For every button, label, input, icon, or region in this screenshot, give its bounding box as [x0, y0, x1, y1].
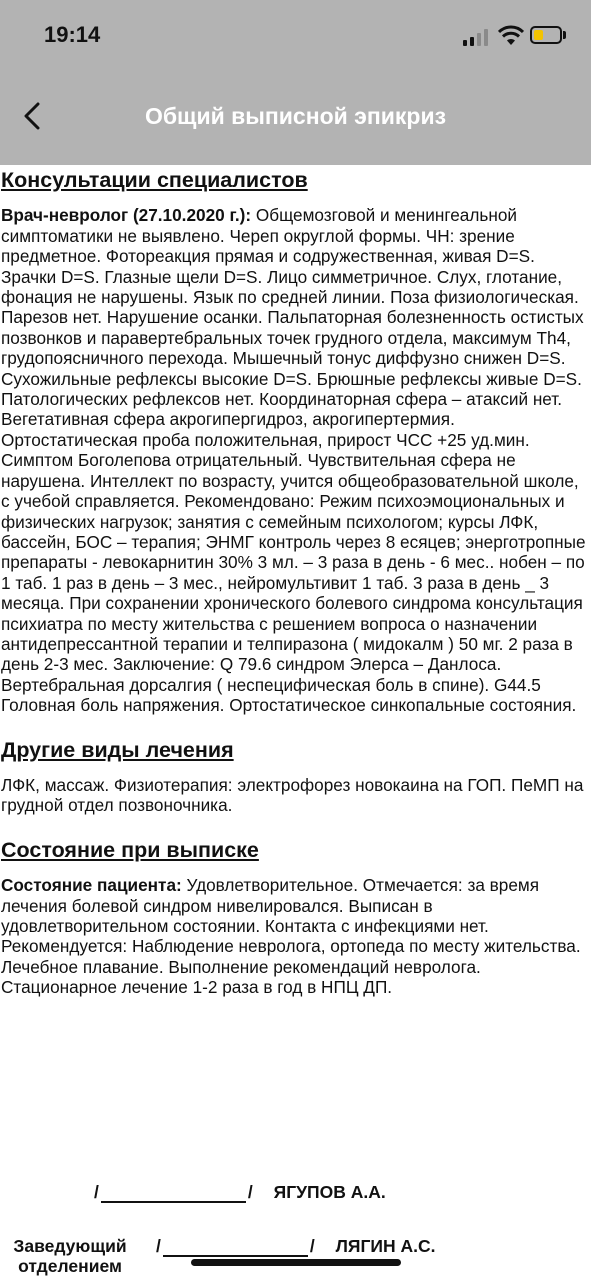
discharge-paragraph	[1, 875, 586, 997]
wifi-icon	[498, 25, 524, 47]
home-indicator[interactable]	[191, 1259, 401, 1266]
head-name: ЛЯГИН А.С.	[335, 1236, 436, 1256]
cellular-signal-icon	[463, 28, 491, 46]
doctor-signature-row: / / ЯГУПОВ А.А.	[94, 1182, 386, 1202]
section-title-other-treatment: Другие виды лечения	[1, 737, 234, 762]
document-body	[0, 168, 586, 998]
section-title-consultations: Консультации специалистов	[1, 168, 308, 192]
consultation-label: Врач-невролог (27.10.2020 г.):	[1, 205, 252, 226]
other-treatment-text: ЛФК, массаж. Физиотерапия: электрофорез новокаина на ГОП. ПеМП на грудной отдел позвоночника.	[1, 774, 584, 816]
head-signature-row: / / ЛЯГИН А.С.	[156, 1236, 436, 1256]
signature-line	[163, 1238, 308, 1257]
doctor-name: ЯГУПОВ А.А.	[273, 1182, 386, 1202]
section-title-discharge: Состояние при выписке	[1, 837, 259, 862]
consultation-text: Общемозговой и менингеальной симптоматики не выявлено. Череп округлой формы. ЧН: зрение предметное. Фотореакция прямая и содружественная, живая D=S. Зрачки D=S. Глазные щели D=S. Лицо симметричное. Слух, глотание, фонация не нарушены. Язык по средней линии. Поза физиологическая. Парезов нет. Нарушение осанки. Пальпаторная болезненность остистых позвонков и паравертебральных точек грудного отдела, максимум Th4, грудопоясничного перехода. Мышечный тонус диффузно снижен D=S. Сухожильные рефлексы высокие D=S. Брюшные рефлексы живые D=S. Патологических рефлексов нет. Координаторная сфера – атаксий нет. Вегетативная сфера акрогипергидроз, акрогипертермия. Ортостатическая проба положительная, прирост ЧСС +25 уд.мин. Симптом Боголепова отрицательный. Чувствительная сфера не нарушена. Интеллект по возрасту, учится общеобразовательной школе, с учебой справляется. Рекомендовано: Режим психоэмоциональных и физических нагрузок; занятия с семейным психологом; курсы ЛФК, бассейн, БОС – терапия; ЭНМГ контроль через 8 есяцев; энерготропные препараты - левокарнитин 30% 3 мл. – 3 раза в день - 6 мес.. нобен – по 1 таб. 1 раз в день – 3 мес., нейромультивит 1 таб. 3 раза в день _ 3 месяца. При сохранении хронического болевого синдрома консультация психиатра по месту жительства с решением вопроса о назначении антидепрессантной терапии и телпиразона ( мидокалм ) 50 мг. 2 раза в день 2-3 мес. Заключение: Q 79.6 синдром Элерса – Данлоса. Вертебральная дорсалгия ( неспецифическая боль в спине). G44.5 Головная боль напряжения. Ортостатическое синкопальные состояния.	[1, 205, 586, 716]
discharge-text: Удовлетворительное. Отмечается: за время лечения болевой синдром нивелировался. Выписан в удовлетворительном состоянии. Контакта с инфекциями нет. Рекомендуется: Наблюдение невролога, ортопеда по месту жительства. Лечебное плавание. Выполнение рекомендаций невролога. Стационарное лечение 1-2 раза в год в НПЦ ДП.	[1, 875, 581, 998]
signature-line	[101, 1184, 246, 1203]
discharge-label: Состояние пациента:	[1, 875, 182, 896]
consultation-paragraph	[1, 205, 586, 715]
battery-tip	[563, 31, 566, 39]
page-title: Общий выписной эпикриз	[144, 103, 447, 129]
status-time: 19:14	[44, 22, 101, 47]
battery-icon	[530, 26, 562, 44]
head-of-department-label: Заведующий отделением	[13, 1236, 127, 1276]
top-bar	[0, 0, 591, 165]
